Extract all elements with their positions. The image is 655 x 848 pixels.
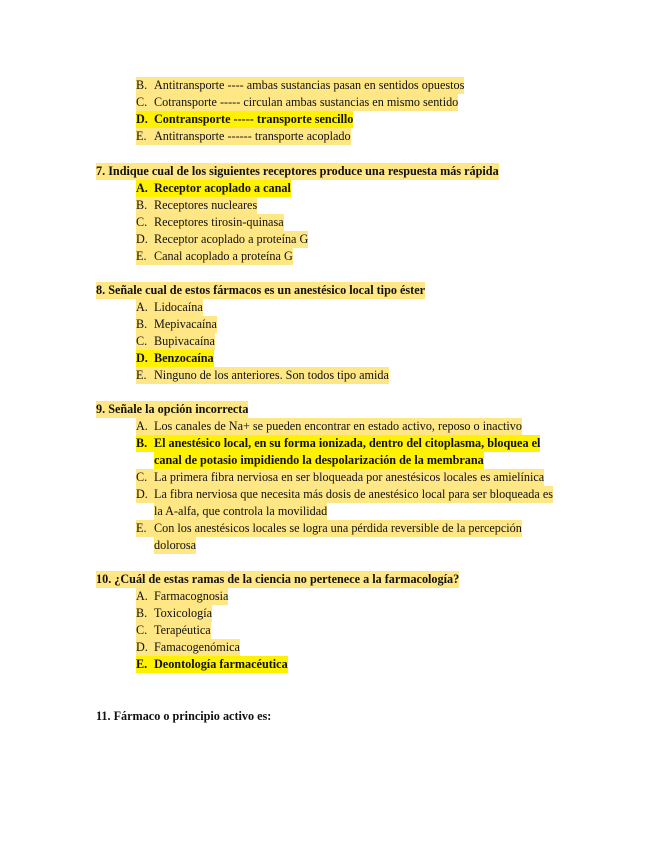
- option-letter: D.: [136, 112, 148, 126]
- q9-option-a: [136, 418, 522, 435]
- q8-title: 8. Señale cual de estos fármacos es un anestésico local tipo éster: [96, 283, 426, 297]
- option-text: Famacogenómica: [154, 640, 240, 654]
- option-text: Ninguno de los anteriores. Son todos tipo amida: [154, 368, 389, 382]
- option-text: Deontología farmacéutica: [154, 657, 288, 671]
- q7-option-b: [136, 197, 257, 214]
- q6-option-e: [136, 128, 351, 145]
- option-text: Contransporte ----- transporte sencillo: [154, 112, 354, 126]
- option-text: Bupivacaína: [154, 334, 215, 348]
- option-letter: E.: [136, 249, 147, 263]
- option-letter: B.: [136, 317, 148, 331]
- option-letter: A.: [136, 300, 148, 314]
- option-letter: A.: [136, 181, 148, 195]
- q8-option-e: [136, 367, 389, 384]
- option-text: La fibra nerviosa que necesita más dosis de anestésico local para ser bloqueada es: [154, 487, 553, 501]
- q7-option-d: [136, 231, 308, 248]
- q10-option-b: [136, 605, 212, 622]
- option-text: Farmacognosia: [154, 589, 229, 603]
- option-text: Benzocaína: [154, 351, 214, 365]
- option-text: Receptor acoplado a proteína G: [154, 232, 309, 246]
- option-letter: B.: [136, 606, 148, 620]
- option-text: La primera fibra nerviosa en ser bloqueada por anestésicos locales es amielínica: [154, 470, 545, 484]
- option-letter: E.: [136, 129, 147, 143]
- q9-option-e: [136, 520, 522, 537]
- q9-option-e-continuation: dolorosa: [154, 538, 196, 552]
- option-text: Con los anestésicos locales se logra una pérdida reversible de la percepción: [154, 521, 522, 535]
- option-text: Antitransporte ---- ambas sustancias pasan en sentidos opuestos: [154, 78, 465, 92]
- option-text: Canal acoplado a proteína G: [154, 249, 293, 263]
- option-letter: B.: [136, 436, 148, 450]
- option-text: Toxicología: [154, 606, 213, 620]
- option-text: Cotransporte ----- circulan ambas sustancias en mismo sentido: [154, 95, 459, 109]
- option-letter: D.: [136, 351, 148, 365]
- option-letter: E.: [136, 368, 147, 382]
- q6-option-c: [136, 94, 458, 111]
- q9-option-b-correct: [136, 435, 540, 452]
- option-letter: B.: [136, 78, 148, 92]
- option-letter: C.: [136, 334, 148, 348]
- option-letter: B.: [136, 198, 148, 212]
- option-letter: D.: [136, 487, 148, 501]
- q9-option-d: [136, 486, 553, 503]
- option-text: El anestésico local, en su forma ionizada, dentro del citoplasma, bloquea el: [154, 436, 541, 450]
- option-text: Los canales de Na+ se pueden encontrar en estado activo, reposo o inactivo: [154, 419, 522, 433]
- option-text: Receptores tirosin-quinasa: [154, 215, 284, 229]
- option-letter: E.: [136, 657, 148, 671]
- q8-option-c: [136, 333, 215, 350]
- q9-option-b-continuation: canal de potasio impidiendo la despolarización de la membrana: [154, 453, 484, 467]
- q9-option-d-continuation: la A-alfa, que controla la movilidad: [154, 504, 328, 518]
- option-letter: A.: [136, 589, 148, 603]
- q7-option-c: [136, 214, 284, 231]
- option-text: Receptor acoplado a canal: [154, 181, 291, 195]
- option-text: Antitransporte ------ transporte acoplado: [154, 129, 351, 143]
- option-letter: D.: [136, 232, 148, 246]
- q10-option-a: [136, 588, 228, 605]
- option-letter: E.: [136, 521, 147, 535]
- option-letter: C.: [136, 470, 148, 484]
- option-text: Receptores nucleares: [154, 198, 258, 212]
- option-letter: A.: [136, 419, 148, 433]
- q10-option-c: [136, 622, 211, 639]
- option-text: Terapéutica: [154, 623, 211, 637]
- q10-option-d: [136, 639, 240, 656]
- option-letter: C.: [136, 95, 148, 109]
- q6-option-b: [136, 77, 464, 94]
- q8-option-d-correct: [136, 350, 214, 367]
- q8-option-a: [136, 299, 203, 316]
- q11-title: 11. Fármaco o principio activo es:: [96, 709, 272, 723]
- q6-option-d-correct: [136, 111, 353, 128]
- q8-option-b: [136, 316, 217, 333]
- q9-title: 9. Señale la opción incorrecta: [96, 402, 249, 416]
- q7-option-a-correct: [136, 180, 291, 197]
- option-letter: C.: [136, 623, 148, 637]
- option-letter: C.: [136, 215, 148, 229]
- q9-option-c: [136, 469, 544, 486]
- q7-title: 7. Indique cual de los siguientes receptores produce una respuesta más rápida: [96, 164, 499, 178]
- option-letter: D.: [136, 640, 148, 654]
- option-text: Lidocaína: [154, 300, 203, 314]
- q7-option-e: [136, 248, 293, 265]
- q10-option-e-correct: [136, 656, 288, 673]
- q10-title: 10. ¿Cuál de estas ramas de la ciencia no pertenece a la farmacología?: [96, 572, 460, 586]
- option-text: Mepivacaína: [154, 317, 217, 331]
